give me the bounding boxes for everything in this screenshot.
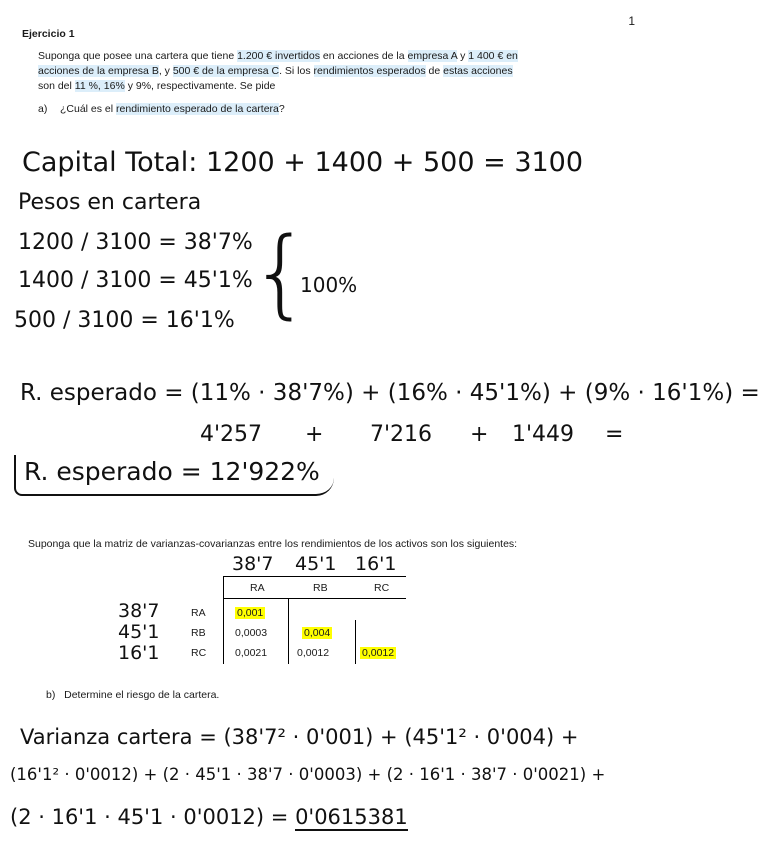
handwritten-plus: +	[470, 422, 489, 447]
problem-statement	[38, 49, 518, 94]
handwritten-plus: +	[305, 422, 324, 447]
statement-highlight: empresa A	[407, 50, 458, 62]
matrix-col-header: RC	[374, 582, 390, 594]
handwritten-term-b: 7'216	[370, 422, 433, 447]
statement-highlight: estas acciones	[443, 65, 513, 77]
statement-highlight: 1 400 € en acciones de la empresa B	[38, 50, 518, 77]
matrix-cell: 0,0021	[235, 647, 268, 659]
question-b	[46, 689, 219, 701]
matrix-header-rule	[223, 598, 406, 599]
handwritten-column-weight: 16'1	[355, 553, 397, 575]
statement-highlight: 1.200 € invertidos	[237, 50, 320, 62]
handwritten-column-weight: 38'7	[232, 553, 274, 575]
statement-text: , y	[158, 65, 173, 77]
question-letter: a)	[38, 103, 48, 115]
page-number: 1	[628, 14, 635, 28]
matrix-cell: 0,001	[237, 607, 264, 619]
handwritten-pesos-heading: Pesos en cartera	[18, 190, 202, 215]
statement-text: Suponga que posee una cartera que tiene	[38, 50, 238, 62]
matrix-cell: 0,0003	[235, 627, 268, 639]
matrix-cell: 0,0012	[297, 647, 330, 659]
statement-highlight: 11 %, 16%	[74, 80, 125, 92]
handwritten-row-weight: 45'1	[118, 621, 160, 643]
handwritten-variance-line-1: Varianza cartera = (38'7² · 0'001) + (45'1² · 0'004) +	[20, 725, 579, 749]
question-text: ?	[278, 103, 285, 115]
handwritten-column-weight: 45'1	[295, 553, 337, 575]
handwritten-expected-return-formula: R. esperado = (11% · 38'7%) + (16% · 45'1%) + (9% · 16'1%) =	[20, 380, 760, 406]
statement-text: de	[425, 65, 444, 77]
handwritten-weight-c: 500 / 3100 = 16'1%	[14, 308, 235, 333]
handwritten-equals: =	[605, 422, 624, 447]
matrix-divider	[355, 620, 356, 664]
question-a	[38, 103, 285, 115]
handwritten-variance-line-2: (16'1² · 0'0012) + (2 · 45'1 · 38'7 · 0'0003) + (2 · 16'1 · 38'7 · 0'0021) +	[10, 765, 606, 784]
handwritten-expected-return-result: R. esperado = 12'922%	[14, 455, 334, 496]
statement-text: y 9%, respectivamente. Se pide	[124, 80, 276, 92]
matrix-row-header: RB	[191, 627, 206, 639]
matrix-top-rule	[223, 576, 406, 577]
matrix-row-header: RC	[191, 647, 207, 659]
exercise-title: Ejercicio 1	[22, 28, 75, 40]
statement-highlight: rendimientos esperados	[313, 65, 426, 77]
matrix-row-header: RA	[191, 607, 206, 619]
handwritten-variance-line-3	[10, 805, 408, 829]
matrix-col-header: RA	[250, 582, 265, 594]
matrix-left-rule	[223, 576, 224, 664]
statement-text: y	[457, 50, 469, 62]
handwritten-total-percent: 100%	[300, 273, 358, 297]
matrix-intro: Suponga que la matriz de varianzas-covarianzas entre los rendimientos de los activos son los siguientes:	[28, 538, 518, 550]
matrix-cell: 0,004	[304, 627, 331, 639]
handwritten-term-c: 1'449	[512, 422, 575, 447]
handwritten-capital-total: Capital Total: 1200 + 1400 + 500 = 3100	[22, 147, 584, 178]
handwritten-variance-result: 0'0615381	[295, 805, 408, 829]
handwritten-weight-b: 1400 / 3100 = 45'1%	[18, 268, 253, 293]
handwritten-brace: {	[250, 217, 312, 329]
matrix-col-header: RB	[313, 582, 328, 594]
question-letter: b)	[46, 689, 56, 701]
statement-text: en acciones de la	[319, 50, 408, 62]
question-highlight: rendimiento esperado de la cartera	[116, 103, 279, 115]
statement-highlight: 500 € de la empresa C	[172, 65, 280, 77]
matrix-divider	[288, 598, 289, 664]
question-text: ¿Cuál es el	[60, 103, 117, 115]
statement-text: son del	[38, 80, 75, 92]
handwritten-term-a: 4'257	[200, 422, 263, 447]
handwritten-variance-terms: (2 · 16'1 · 45'1 · 0'0012) =	[10, 805, 296, 829]
statement-text: . Si los	[279, 65, 314, 77]
matrix-cell: 0,0012	[362, 647, 395, 659]
handwritten-row-weight: 38'7	[118, 600, 160, 622]
handwritten-row-weight: 16'1	[118, 642, 160, 664]
handwritten-weight-a: 1200 / 3100 = 38'7%	[18, 230, 253, 255]
question-text: Determine el riesgo de la cartera.	[64, 689, 220, 701]
